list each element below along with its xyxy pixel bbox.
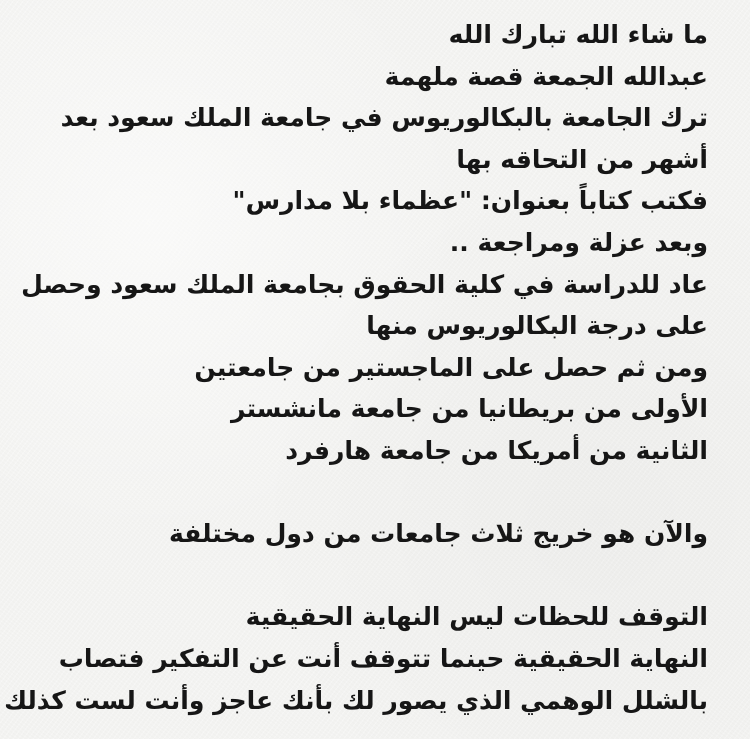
note-line-10: الأولى من بريطانيا من جامعة مانشستر <box>231 394 708 424</box>
note-line-17: بالشلل الوهمي الذي يصور لك بأنك عاجز وأنت لست كذلك <box>4 685 708 715</box>
note-line-11: الثانية من أمريكا من جامعة هارفرد <box>285 435 708 465</box>
note-line-13: والآن هو خريج ثلاث جامعات من دول مختلفة <box>168 519 708 549</box>
blank-line <box>30 472 708 514</box>
note-line-2: عبدالله الجمعة قصة ملهمة <box>384 61 708 91</box>
note-line-7: عاد للدراسة في كلية الحقوق بجامعة الملك سعود وحصل <box>21 269 708 299</box>
note-line-8: على درجة البكالوريوس منها <box>366 311 708 341</box>
note-line-1: ما شاء الله تبارك الله <box>448 20 708 49</box>
note-line-16: النهاية الحقيقية حينما تتوقف أنت عن التفكير فتصاب <box>58 643 708 673</box>
note-line-15: التوقف للحظات ليس النهاية الحقيقية <box>245 602 708 632</box>
blank-line <box>30 555 708 597</box>
note-line-9: ومن ثم حصل على الماجستير من جامعتين <box>194 352 708 382</box>
note-line-4: أشهر من التحاقه بها <box>456 144 708 174</box>
note-line-6: وبعد عزلة ومراجعة .. <box>449 227 708 257</box>
note-line-5: فكتب كتاباً بعنوان: "عظماء بلا مدارس" <box>232 186 708 216</box>
note-line-3: ترك الجامعة بالبكالوريوس في جامعة الملك سعود بعد <box>60 103 708 133</box>
